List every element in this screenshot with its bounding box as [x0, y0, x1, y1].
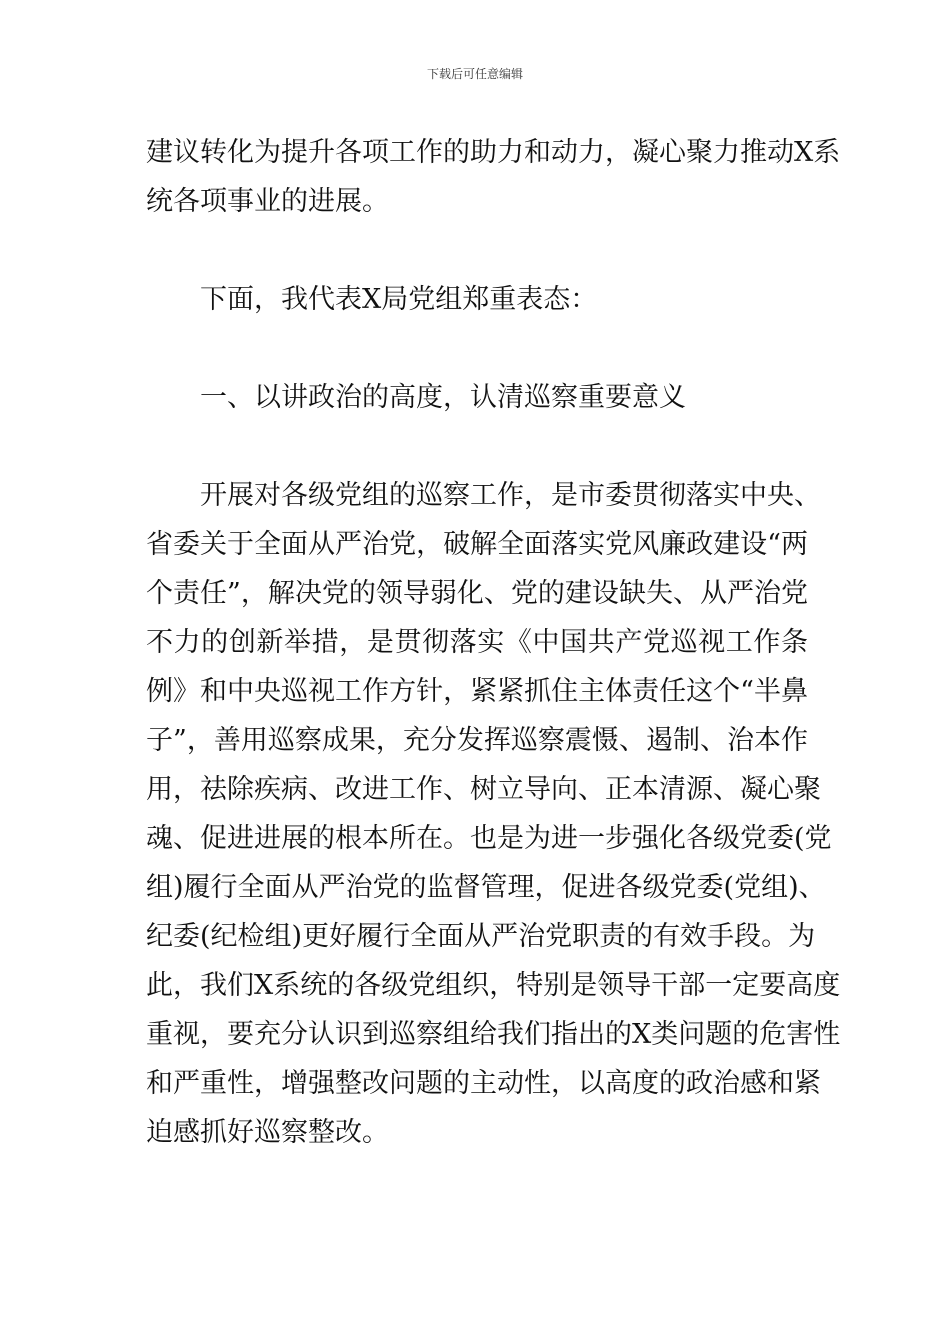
text-line: 下面，我代表X局党组郑重表态：: [200, 284, 598, 315]
text-line: 重视，要充分认识到巡察组给我们指出的X类问题的危害性: [146, 1019, 841, 1050]
text-line: 组)履行全面从严治党的监督管理，促进各级党委(党组)、: [146, 872, 826, 903]
paragraph: [146, 128, 841, 226]
text-line: 一、以讲政治的高度，认清巡察重要意义: [200, 382, 686, 413]
text-line: 开展对各级党组的巡察工作，是市委贯彻落实中央、: [200, 480, 821, 511]
text-line: 例》和中央巡视工作方针，紧紧抓住主体责任这个“半鼻: [146, 676, 808, 707]
text-line: 此，我们X系统的各级党组织，特别是领导干部一定要高度: [146, 970, 841, 1001]
text-line: 省委关于全面从严治党，破解全面落实党风廉政建设“两: [146, 529, 808, 560]
paragraph-spacer: [146, 324, 808, 373]
text-line: 迫感抓好巡察整改。: [146, 1117, 389, 1148]
text-line: 个责任”，解决党的领导弱化、党的建设缺失、从严治党: [146, 578, 808, 609]
section-heading: [146, 373, 808, 422]
paragraph: [146, 275, 808, 324]
page-header: 下载后可任意编辑: [426, 67, 523, 81]
text-line: 不力的创新举措，是贯彻落实《中国共产党巡视工作条: [146, 627, 808, 658]
paragraph-spacer: [146, 422, 808, 471]
text-line: 子”，善用巡察成果，充分发挥巡察震慑、遏制、治本作: [146, 725, 808, 756]
text-line: 魂、促进进展的根本所在。也是为进一步强化各级党委(党: [146, 823, 832, 854]
text-line: 建议转化为提升各项工作的助力和动力，凝心聚力推动X系: [146, 137, 841, 168]
text-line: 和严重性，增强整改问题的主动性，以高度的政治感和紧: [146, 1068, 821, 1099]
text-line: 统各项事业的进展。: [146, 186, 389, 217]
text-line: 纪委(纪检组)更好履行全面从严治党职责的有效手段。为: [146, 921, 816, 952]
text-line: 用，祛除疾病、改进工作、树立导向、正本清源、凝心聚: [146, 774, 821, 805]
paragraph: [146, 471, 841, 1157]
document-body: [146, 128, 841, 1157]
paragraph-spacer: [146, 226, 808, 275]
